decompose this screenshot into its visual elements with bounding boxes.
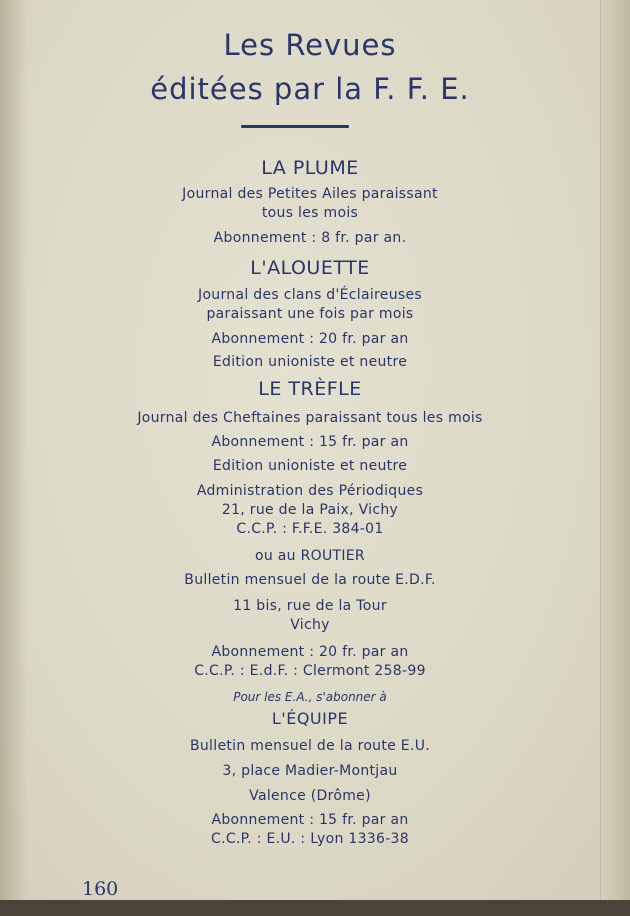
trefle-line: 21, rue de la Paix, Vichy xyxy=(221,502,399,518)
equipe-line: Bulletin mensuel de la route E.U. xyxy=(189,738,431,754)
title-line-1: Les Revues xyxy=(223,28,397,62)
trefle-line: C.C.P. : F.F.E. 384-01 xyxy=(236,521,384,537)
equipe-line: C.C.P. : E.U. : Lyon 1336-38 xyxy=(211,831,409,847)
alouette-line: Abonnement : 20 fr. par an xyxy=(211,331,409,347)
routier-intro: ou au ROUTIER xyxy=(255,548,365,564)
heading-equipe: L'ÉQUIPE xyxy=(271,709,349,728)
page-number: 160 xyxy=(82,878,119,900)
la-plume-line: tous les mois xyxy=(261,205,359,221)
routier-line: Vichy xyxy=(290,617,330,633)
routier-line: C.C.P. : E.d.F. : Clermont 258-99 xyxy=(194,663,426,679)
trefle-line: Administration des Périodiques xyxy=(196,483,424,499)
spine-shadow xyxy=(0,0,28,916)
alouette-line: Edition unioniste et neutre xyxy=(212,354,408,370)
trefle-line: Abonnement : 15 fr. par an xyxy=(211,434,409,450)
facing-page-edge xyxy=(600,0,630,916)
title-line-2: éditées par la F. F. E. xyxy=(150,72,470,106)
equipe-line: Abonnement : 15 fr. par an xyxy=(211,812,409,828)
heading-la-plume: LA PLUME xyxy=(261,157,359,179)
equipe-line: Valence (Drôme) xyxy=(249,788,371,804)
routier-line: 11 bis, rue de la Tour xyxy=(233,598,387,614)
la-plume-line: Journal des Petites Ailes paraissant xyxy=(182,186,438,202)
alouette-line: Journal des clans d'Éclaireuses xyxy=(198,287,422,303)
la-plume-line: Abonnement : 8 fr. par an. xyxy=(213,230,407,246)
title-rule xyxy=(241,125,349,128)
equipe-intro: Pour les E.A., s'abonner à xyxy=(233,690,387,704)
alouette-line: paraissant une fois par mois xyxy=(206,306,414,322)
heading-alouette: L'ALOUETTE xyxy=(250,257,370,279)
heading-le-trefle: LE TRÈFLE xyxy=(258,378,362,400)
page-bottom-shadow xyxy=(0,900,630,916)
equipe-line: 3, place Madier-Montjau xyxy=(222,763,398,779)
routier-line: Abonnement : 20 fr. par an xyxy=(211,644,409,660)
trefle-line: Edition unioniste et neutre xyxy=(212,458,408,474)
routier-line: Bulletin mensuel de la route E.D.F. xyxy=(184,572,436,588)
trefle-line: Journal des Cheftaines paraissant tous les mois xyxy=(137,410,483,426)
